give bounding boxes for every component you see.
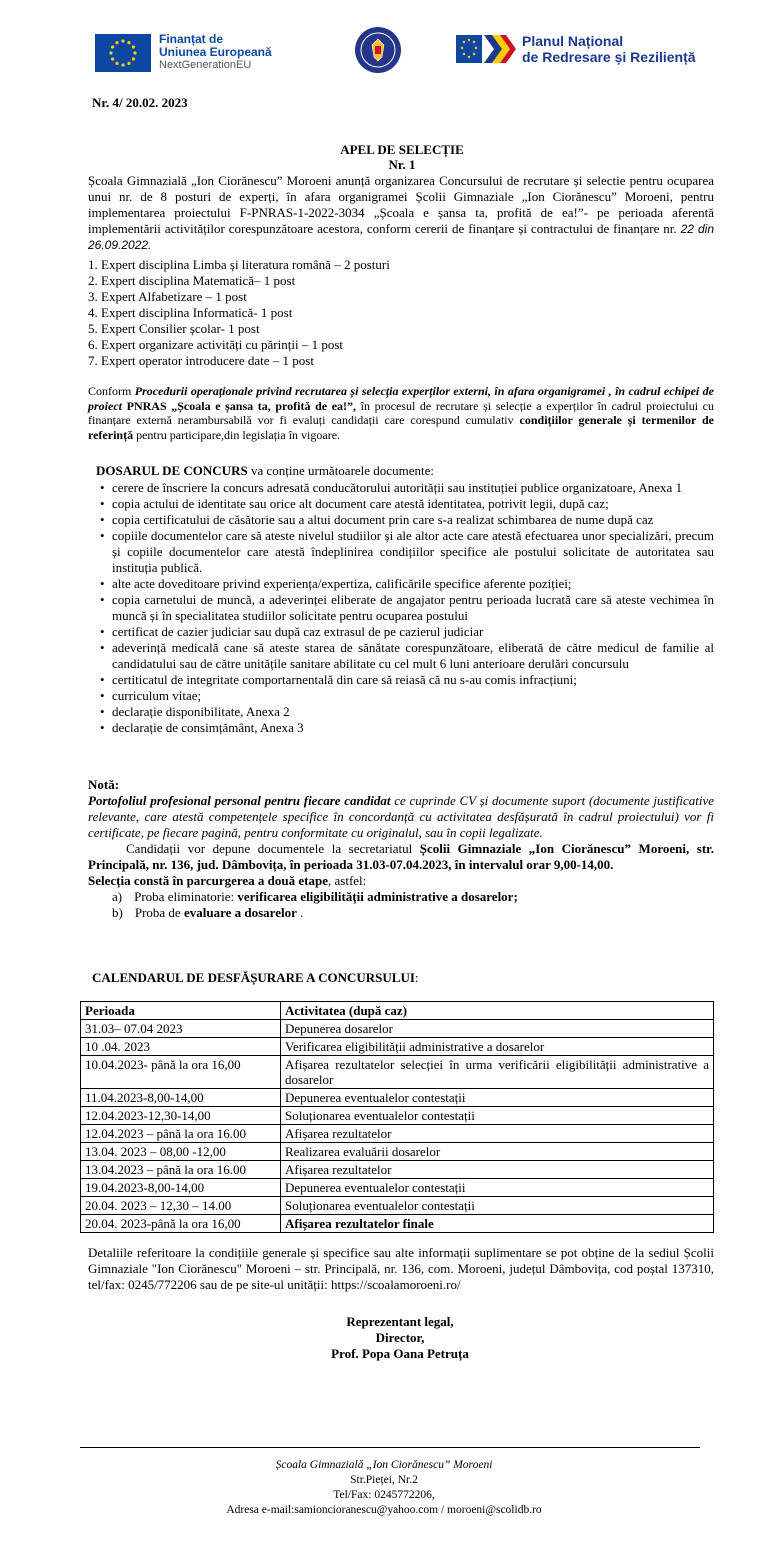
footer-email: Adresa e-mail:samioncioranescu@yahoo.com / moroeni@scolidb.ro bbox=[226, 1504, 542, 1516]
positions-list bbox=[88, 257, 390, 369]
list-item: • adeverință medicală cane să ateste starea de sănătate corespunzătoare, eliberată de către medicul de familie al candidatului sau de către unitățile sanitare abilitate cu cel mult 6 luni anterioare derulări concursulu bbox=[100, 640, 714, 672]
list-item: • copia actului de identitate sau orice alt document care atestă identitatea, potrivit legii, după caz; bbox=[100, 496, 714, 512]
eu-funding-logo bbox=[95, 33, 272, 72]
dosar-list bbox=[100, 480, 714, 736]
etapa-b: b) Proba de evaluare a dosarelor . bbox=[112, 905, 304, 920]
position-item: 2. Expert disciplina Matematică– 1 post bbox=[88, 273, 296, 288]
signature-block bbox=[300, 1314, 500, 1362]
nota-paragraph: Portofoliul profesional personal pentru fiecare candidat ce cuprinde CV și documente suport (documente justificative relevante, care atestă competențele specifice în concordanță cu activitatea desfășurată în cadrul proiectului) vor fi certificate, pe fiecare pagină, pentru conformitate cu originalul, sau în copii legalizate. bbox=[88, 793, 715, 840]
table-row: 12.04.2023-12,30-14,00 Soluționarea eventualelor contestații bbox=[81, 1107, 714, 1125]
etapa-a: a) Proba eliminatorie: verificarea eligibilității administrative a dosarelor; bbox=[112, 889, 518, 904]
selectie-line: Selecția constă în parcurgerea a două etape, astfel: bbox=[88, 873, 367, 888]
table-row: 10 .04. 2023 Verificarea eligibilității administrative a dosarelor bbox=[81, 1038, 714, 1056]
pnrr-flag-icon bbox=[456, 33, 516, 65]
list-item: • cerere de înscriere la concurs adresată conducătorului autorității sau instituției publice organizatoare, Anexa 1 bbox=[100, 480, 714, 496]
list-item: • copia carnetului de muncă, a adeverinței eliberate de angajator pentru perioada lucrată care să ateste vechimea în muncă și în specialitatea studiilor solicitate pentru ocuparea postului bbox=[100, 592, 714, 624]
list-item: • copiile documentelor care să ateste nivelul studiilor și ale altor acte care atestă efectuarea unor specializări, precum și copiile documentelor care atestă îndeplinirea condițiilor specifice ale postului solicitate de autoritatea sau instituția publică. bbox=[100, 528, 714, 576]
position-item: 3. Expert Alfabetizare – 1 post bbox=[88, 289, 247, 304]
table-row: 13.04. 2023 – 08,00 -12,00 Realizarea evaluării dosarelor bbox=[81, 1143, 714, 1161]
table-row: 11.04.2023-8,00-14,00 Depunerea eventualelor contestații bbox=[81, 1089, 714, 1107]
column-header: Perioada bbox=[81, 1002, 281, 1020]
details-paragraph: Detaliile referitoare la condițiile generale și specifice sau alte informații suplimentare se pot obține de la sediul Școlii Gimnaziale "Ion Ciorănescu" Moroeni – str. Principală, nr. 136, com. Moroeni, județul Dâmbovița, cod poștal 137310, tel/fax: 0245/772206 sau de pe site-ul unității: https://scoalamoroeni.ro/ bbox=[88, 1245, 714, 1292]
table-row: 19.04.2023-8,00-14,00 Depunerea eventualelor contestații bbox=[81, 1179, 714, 1197]
position-item: 7. Expert operator introducere date – 1 post bbox=[88, 353, 314, 368]
contract-number: 22 din 26.09.2022. bbox=[88, 222, 715, 252]
table-row: 13.04.2023 – până la ora 16.00 Afișarea rezultatelor bbox=[81, 1161, 714, 1179]
list-item: • curriculum vitae; bbox=[100, 688, 714, 704]
pnrr-logo bbox=[456, 33, 696, 65]
table-row: 10.04.2023- până la ora 16,00 Afișarea rezultatelor selecției în urma verificării eligibilității administrative a dosarelor bbox=[81, 1056, 714, 1089]
signature-title: Director, bbox=[375, 1330, 425, 1345]
nota-label: Notă: bbox=[88, 777, 120, 792]
table-row: 20.04. 2023-până la ora 16,00 Afișarea rezultatelor finale bbox=[81, 1215, 714, 1233]
table-header-row bbox=[81, 1002, 714, 1020]
calendar-title: CALENDARUL DE DESFĂȘURARE A CONCURSULUI: bbox=[92, 970, 419, 985]
list-item: • certificat de cazier judiciar sau după caz extrasul de pe cazierul judiciar bbox=[100, 624, 714, 640]
list-item: • declarație de consimțământ, Anexa 3 bbox=[100, 720, 714, 736]
footer-phone: Tel/Fax: 0245772206, bbox=[333, 1489, 435, 1501]
footer-divider bbox=[80, 1447, 700, 1448]
position-item: 5. Expert Consilier școlar- 1 post bbox=[88, 321, 260, 336]
position-item: 4. Expert disciplina Informatică- 1 post bbox=[88, 305, 293, 320]
eu-line3: NextGenerationEU bbox=[159, 59, 252, 71]
list-item: • declarație disponibilitate, Anexa 2 bbox=[100, 704, 714, 720]
pnrr-line2: de Redresare și Reziliență bbox=[522, 49, 696, 65]
position-item: 1. Expert disciplina Limba și literatura română – 2 posturi bbox=[88, 257, 390, 272]
footer-street: Str.Pieței, Nr.2 bbox=[350, 1474, 418, 1486]
depunere-paragraph: Candidații vor depune documentele la secretariatul Școlii Gimnaziale „Ion Ciorănescu” Moroeni, str. Principală, nr. 136, jud. Dâmbovița, în perioada 31.03-07.04.2023, în intervalul orar 9,00-14,00. bbox=[88, 841, 714, 872]
eu-flag-icon bbox=[95, 34, 151, 72]
document-subtitle: Nr. 1 bbox=[388, 157, 416, 172]
dosar-heading: DOSARUL DE CONCURS va conține următoarele documente: bbox=[96, 463, 434, 478]
eu-line1: Finanțat de bbox=[159, 32, 224, 46]
table-row: 31.03– 07.04 2023 Depunerea dosarelor bbox=[81, 1020, 714, 1038]
signature-role: Reprezentant legal, bbox=[346, 1314, 454, 1329]
footer bbox=[0, 1458, 768, 1518]
intro-paragraph: Școala Gimnazială „Ion Ciorănescu” Moroeni anunță organizarea Concursului de recrutare și selectie pentru ocuparea unui nr. de 8 posturi de experți, în afara organigramei Școlii Gimnaziale „Ion Ciorănescu” Moroeni, pentru implementarea proiectului F-PNRAS-1-2022-3034 „Școala e șansa ta, profită de ea!”- pe perioada aferentă implementării activităților corespunzătoare acestora, conform cererii de finanțare și contractului de finanțare nr. 22 din 26.09.2022. bbox=[88, 173, 715, 252]
eu-line2: Uniunea Europeană bbox=[159, 45, 272, 59]
list-item: • certiticatul de integritate comportarnentală din care să reiasă că nu s-au comis infracțiuni; bbox=[100, 672, 714, 688]
table-row: 20.04. 2023 – 12,30 – 14.00 Soluționarea eventualelor contestații bbox=[81, 1197, 714, 1215]
calendar-table bbox=[80, 1001, 714, 1233]
list-item: • copia certificatului de căsătorie sau a altui document prin care s-a realizat schimbarea de nume după caz bbox=[100, 512, 714, 528]
footer-school: Școala Gimnazială „Ion Ciorănescu” Moroeni bbox=[275, 1459, 493, 1471]
government-seal-icon bbox=[355, 27, 401, 73]
pnrr-line1: Planul Național bbox=[522, 33, 624, 49]
conform-paragraph: Conform Procedurii operaționale privind recrutarea și selecția experților externi, în afara organigramei , în cadrul echipei de proiect PNRAS „Școala e șansa ta, profită de ea!”, în procesul de recrutare și selecție a experților în cadrul proiectului cu finanțare externă nerambursabilă vor fi evaluți candidații care corespund cumulativ condițiilor generale și termenilor de referință pentru participare,din legislația în vigoare. bbox=[88, 384, 714, 442]
document-number: Nr. 4/ 20.02. 2023 bbox=[92, 95, 188, 110]
document-title: APEL DE SELECȚIE bbox=[340, 142, 464, 157]
column-header: Activitatea (după caz) bbox=[281, 1002, 714, 1020]
table-row: 12.04.2023 – până la ora 16.00 Afișarea rezultatelor bbox=[81, 1125, 714, 1143]
position-item: 6. Expert organizare activități cu părinții – 1 post bbox=[88, 337, 343, 352]
list-item: • alte acte doveditoare privind experiența/expertiza, calificările specifice aferente poziției; bbox=[100, 576, 714, 592]
signature-name: Prof. Popa Oana Petruța bbox=[331, 1346, 469, 1361]
